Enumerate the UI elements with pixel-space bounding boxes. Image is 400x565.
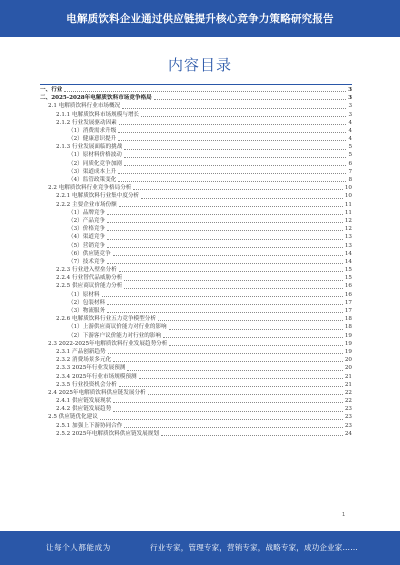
toc-entry-page: 23 [344, 414, 352, 421]
toc-entry-label: （4）监管政策变化 [68, 177, 117, 184]
toc-leader-dots [139, 378, 343, 379]
toc-entry-page: 5 [348, 144, 352, 151]
toc-entry-label: 2.3.1 产品创新趋势 [56, 348, 106, 355]
toc-entry-page: 15 [344, 267, 352, 274]
toc-entry-page: 7 [348, 168, 352, 175]
toc-leader-dots [107, 304, 343, 305]
toc-leader-dots [119, 124, 347, 125]
toc-entry[interactable] [40, 323, 352, 331]
toc-entry[interactable] [40, 291, 352, 299]
toc-entry-page: 3 [348, 103, 352, 110]
toc-entry-page: 12 [344, 226, 352, 233]
toc-entry[interactable] [40, 217, 352, 225]
toc-entry[interactable] [40, 356, 352, 364]
toc-entry-label: 2.2 电解质饮料行业竞争格局分析 [48, 185, 132, 192]
toc-entry-label: 二、2025-2028年电解质饮料市场竞争格局 [40, 95, 152, 102]
footer-bar [0, 531, 400, 565]
toc-entry-label: （3）价格竞争 [68, 226, 106, 233]
toc-entry[interactable] [40, 192, 352, 200]
toc-entry[interactable] [40, 364, 352, 372]
toc-entry[interactable] [40, 111, 352, 119]
toc-entry[interactable] [40, 315, 352, 323]
toc-entry-label: 2.2.6 电解质饮料行业五力竞争模型分析 [56, 316, 156, 323]
toc-entry-label: （1）原材料价格波动 [68, 152, 122, 159]
toc-entry-label: （3）物流服务 [68, 308, 106, 315]
toc-entry-label: 2.2.2 主要企业市场份额 [56, 201, 117, 208]
toc-entry-page: 12 [344, 217, 352, 224]
toc-entry[interactable] [40, 143, 352, 151]
toc-entry[interactable] [40, 135, 352, 143]
toc-entry[interactable] [40, 94, 352, 102]
toc-leader-dots [107, 312, 343, 313]
toc-leader-dots [118, 132, 346, 133]
toc-leader-dots [148, 394, 343, 395]
toc-leader-dots [141, 198, 343, 199]
toc-entry-label: 一、行业 [40, 86, 63, 93]
toc-entry-label: 2.2.4 行业替代品威胁分析 [56, 275, 123, 282]
toc-leader-dots [124, 288, 343, 289]
toc-entry-page: 13 [344, 242, 352, 249]
toc-entry-page: 4 [348, 127, 352, 134]
toc-leader-dots [124, 280, 343, 281]
toc-title: 内容目录 [167, 56, 232, 74]
toc-leader-dots [141, 116, 346, 117]
toc-entry-page: 17 [344, 308, 352, 315]
toc-entry-page: 5 [348, 152, 352, 159]
toc-entry-page: 3 [348, 111, 352, 118]
toc-entry-page: 13 [344, 234, 352, 241]
toc-entry-label: （2）同质化竞争加剧 [68, 160, 122, 167]
toc-leader-dots [124, 165, 347, 166]
toc-entry[interactable] [40, 201, 352, 209]
toc-entry[interactable] [40, 250, 352, 258]
toc-entry-page: 10 [344, 193, 352, 200]
toc-entry[interactable] [40, 160, 352, 168]
toc-entry[interactable] [40, 430, 352, 438]
toc-entry-label: （1）品牌竞争 [68, 209, 106, 216]
toc-entry[interactable] [40, 152, 352, 160]
toc-entry-page: 18 [344, 324, 352, 331]
toc-leader-dots [113, 361, 343, 362]
toc-entry-page: 22 [344, 389, 352, 396]
toc-entry-label: （1）上游供应商议价能力对行业的影响 [68, 324, 167, 331]
toc-entry-label: （2）产品竞争 [68, 217, 106, 224]
toc-entry[interactable] [40, 373, 352, 381]
toc-entry[interactable] [40, 332, 352, 340]
toc-entry[interactable] [40, 209, 352, 217]
toc-entry-page: 16 [344, 291, 352, 298]
toc-leader-dots [113, 402, 343, 403]
toc-entry-label: 2.3 2022-2025年电解质饮料行业发展趋势分析 [48, 340, 168, 347]
toc-entry-page: 11 [344, 209, 352, 216]
toc-entry-label: 2.3.5 行业投资机会分析 [56, 381, 117, 388]
toc-entry-page: 3 [348, 95, 352, 102]
toc-entry-page: 22 [344, 398, 352, 405]
toc-entry-label: 2.1.2 行业发展驱动因素 [56, 119, 117, 126]
toc-entry[interactable] [40, 225, 352, 233]
toc-leader-dots [119, 206, 343, 207]
toc-leader-dots [113, 255, 343, 256]
toc-leader-dots [108, 353, 343, 354]
toc-entry-page: 10 [344, 185, 352, 192]
toc-entry-page: 19 [344, 332, 352, 339]
toc-entry-page: 16 [344, 283, 352, 290]
toc-entry[interactable] [40, 283, 352, 291]
toc-entry-label: 2.5.2 2025年电解质饮料供应链发展规划 [56, 430, 159, 437]
toc-entry[interactable] [40, 389, 352, 397]
toc-entry[interactable] [40, 233, 352, 241]
toc-entry-page: 15 [344, 275, 352, 282]
toc-leader-dots [118, 140, 346, 141]
toc-entry-page: 20 [344, 357, 352, 364]
toc-entry[interactable] [40, 397, 352, 405]
toc-entry-label: （2）包装材料 [68, 299, 106, 306]
toc-entry[interactable] [40, 422, 352, 430]
toc-entry-label: 2.1.1 电解质饮料市场规模与增长 [56, 111, 140, 118]
toc-entry-page: 8 [348, 177, 352, 184]
toc-leader-dots [118, 173, 346, 174]
toc-leader-dots [133, 189, 342, 190]
toc-entry-page: 21 [344, 381, 352, 388]
toc-entry-label: 2.3.4 2025年行业市场规模预测 [56, 373, 137, 380]
toc-entry-label: 2.1.3 行业发展面临的挑战 [56, 144, 123, 151]
toc-entry[interactable] [40, 258, 352, 266]
toc-entry-label: 2.1 电解质饮料行业市场概况 [48, 103, 121, 110]
toc-leader-dots [169, 329, 343, 330]
toc-entry-label: （7）技术竞争 [68, 258, 106, 265]
toc-entry[interactable] [40, 340, 352, 348]
toc-entry-page: 4 [348, 136, 352, 143]
toc-leader-dots [127, 370, 342, 371]
toc-entry[interactable] [40, 86, 352, 94]
toc-entry[interactable] [40, 381, 352, 389]
toc-entry-label: （5）营销竞争 [68, 242, 106, 249]
toc-entry-label: 2.5.1 加强上下游协同合作 [56, 422, 123, 429]
toc-leader-dots [158, 320, 343, 321]
toc-entry[interactable] [40, 266, 352, 274]
toc-entry-label: 2.5 供应链优化建议 [48, 414, 98, 421]
toc-leader-dots [118, 181, 346, 182]
toc-leader-dots [161, 435, 343, 436]
toc-entry[interactable] [40, 299, 352, 307]
toc-entry-label: （4）渠道竞争 [68, 234, 106, 241]
toc-entry-page: 4 [348, 119, 352, 126]
toc-leader-dots [124, 427, 343, 428]
toc-leader-dots [107, 239, 343, 240]
toc-entry[interactable] [40, 307, 352, 315]
toc-leader-dots [100, 419, 343, 420]
toc-entry-label: 2.4 2025年电解质饮料供应链发展分析 [48, 389, 146, 396]
toc-entry-page: 19 [344, 340, 352, 347]
toc-entry-label: 2.2.3 行业进入壁垒分析 [56, 267, 117, 274]
toc-entry-label: （2）健康意识提升 [68, 136, 117, 143]
toc-leader-dots [107, 222, 343, 223]
footer-slogan: 让每个人都能成为 [46, 543, 111, 552]
toc-entry[interactable] [40, 184, 352, 192]
toc-entry-page: 6 [348, 160, 352, 167]
toc-entry[interactable] [40, 119, 352, 127]
toc-leader-dots [107, 247, 343, 248]
toc-entry-page: 23 [344, 422, 352, 429]
toc-entry-page: 20 [344, 365, 352, 372]
report-title: 电解质饮料企业通过供应链提升核心竞争力策略研究报告 [66, 13, 334, 25]
toc-entry[interactable] [40, 274, 352, 282]
toc-entry-page: 17 [344, 299, 352, 306]
footer-tagline: 行业专家，管理专家，营销专家，战略专家，成功企业家…… [150, 543, 358, 552]
toc-entry-label: （2）下游客户议价能力对行业的影响 [68, 332, 162, 339]
toc-leader-dots [119, 386, 343, 387]
toc-entry-page: 19 [344, 348, 352, 355]
toc-entry-label: 2.2.5 供应商议价能力分析 [56, 283, 123, 290]
toc-top-rule [40, 84, 352, 85]
toc-entry-label: 2.3.2 消费场景多元化 [56, 357, 112, 364]
toc-entry-page: 14 [344, 258, 352, 265]
toc-entry-label: （1）消费需求升级 [68, 127, 117, 134]
toc-entry-label: （6）供应链竞争 [68, 250, 111, 257]
toc-entry-page: 3 [348, 86, 352, 93]
toc-leader-dots [124, 157, 347, 158]
toc-entry-label: 2.3.3 2025年行业发展预测 [56, 365, 126, 372]
toc-entry[interactable] [40, 168, 352, 176]
toc-entry-page: 18 [344, 316, 352, 323]
toc-entry[interactable] [40, 242, 352, 250]
report-header [0, 0, 400, 37]
toc-entry[interactable] [40, 127, 352, 135]
toc-leader-dots [169, 345, 343, 346]
page-number: 1 [342, 512, 346, 518]
toc-leader-dots [107, 230, 343, 231]
toc-leader-dots [107, 214, 343, 215]
toc-leader-dots [122, 108, 346, 109]
toc-entry-page: 23 [344, 406, 352, 413]
toc-entry-label: （1）原材料 [68, 291, 100, 298]
toc-leader-dots [102, 296, 343, 297]
toc-entry[interactable] [40, 176, 352, 184]
toc-leader-dots [154, 99, 346, 100]
toc-entry-page: 24 [344, 430, 352, 437]
toc-entry-page: 21 [344, 373, 352, 380]
toc-entry-label: （3）渠道成本上升 [68, 168, 117, 175]
toc-leader-dots [64, 91, 346, 92]
toc-entry[interactable] [40, 414, 352, 422]
toc-entry[interactable] [40, 348, 352, 356]
toc-entry-page: 14 [344, 250, 352, 257]
toc-entry-label: 2.4.1 供应链发展现状 [56, 398, 112, 405]
toc-leader-dots [107, 263, 343, 264]
toc-leader-dots [163, 337, 343, 338]
toc-entry-label: 2.4.2 供应链发展趋势 [56, 406, 112, 413]
toc-entry[interactable] [40, 102, 352, 110]
toc-entry[interactable] [40, 405, 352, 413]
toc-entry-page: 11 [344, 201, 352, 208]
toc-leader-dots [124, 149, 346, 150]
toc-leader-dots [113, 411, 343, 412]
toc-leader-dots [119, 271, 343, 272]
table-of-contents [40, 86, 352, 438]
toc-entry-label: 2.2.1 电解质饮料行业集中度分析 [56, 193, 140, 200]
